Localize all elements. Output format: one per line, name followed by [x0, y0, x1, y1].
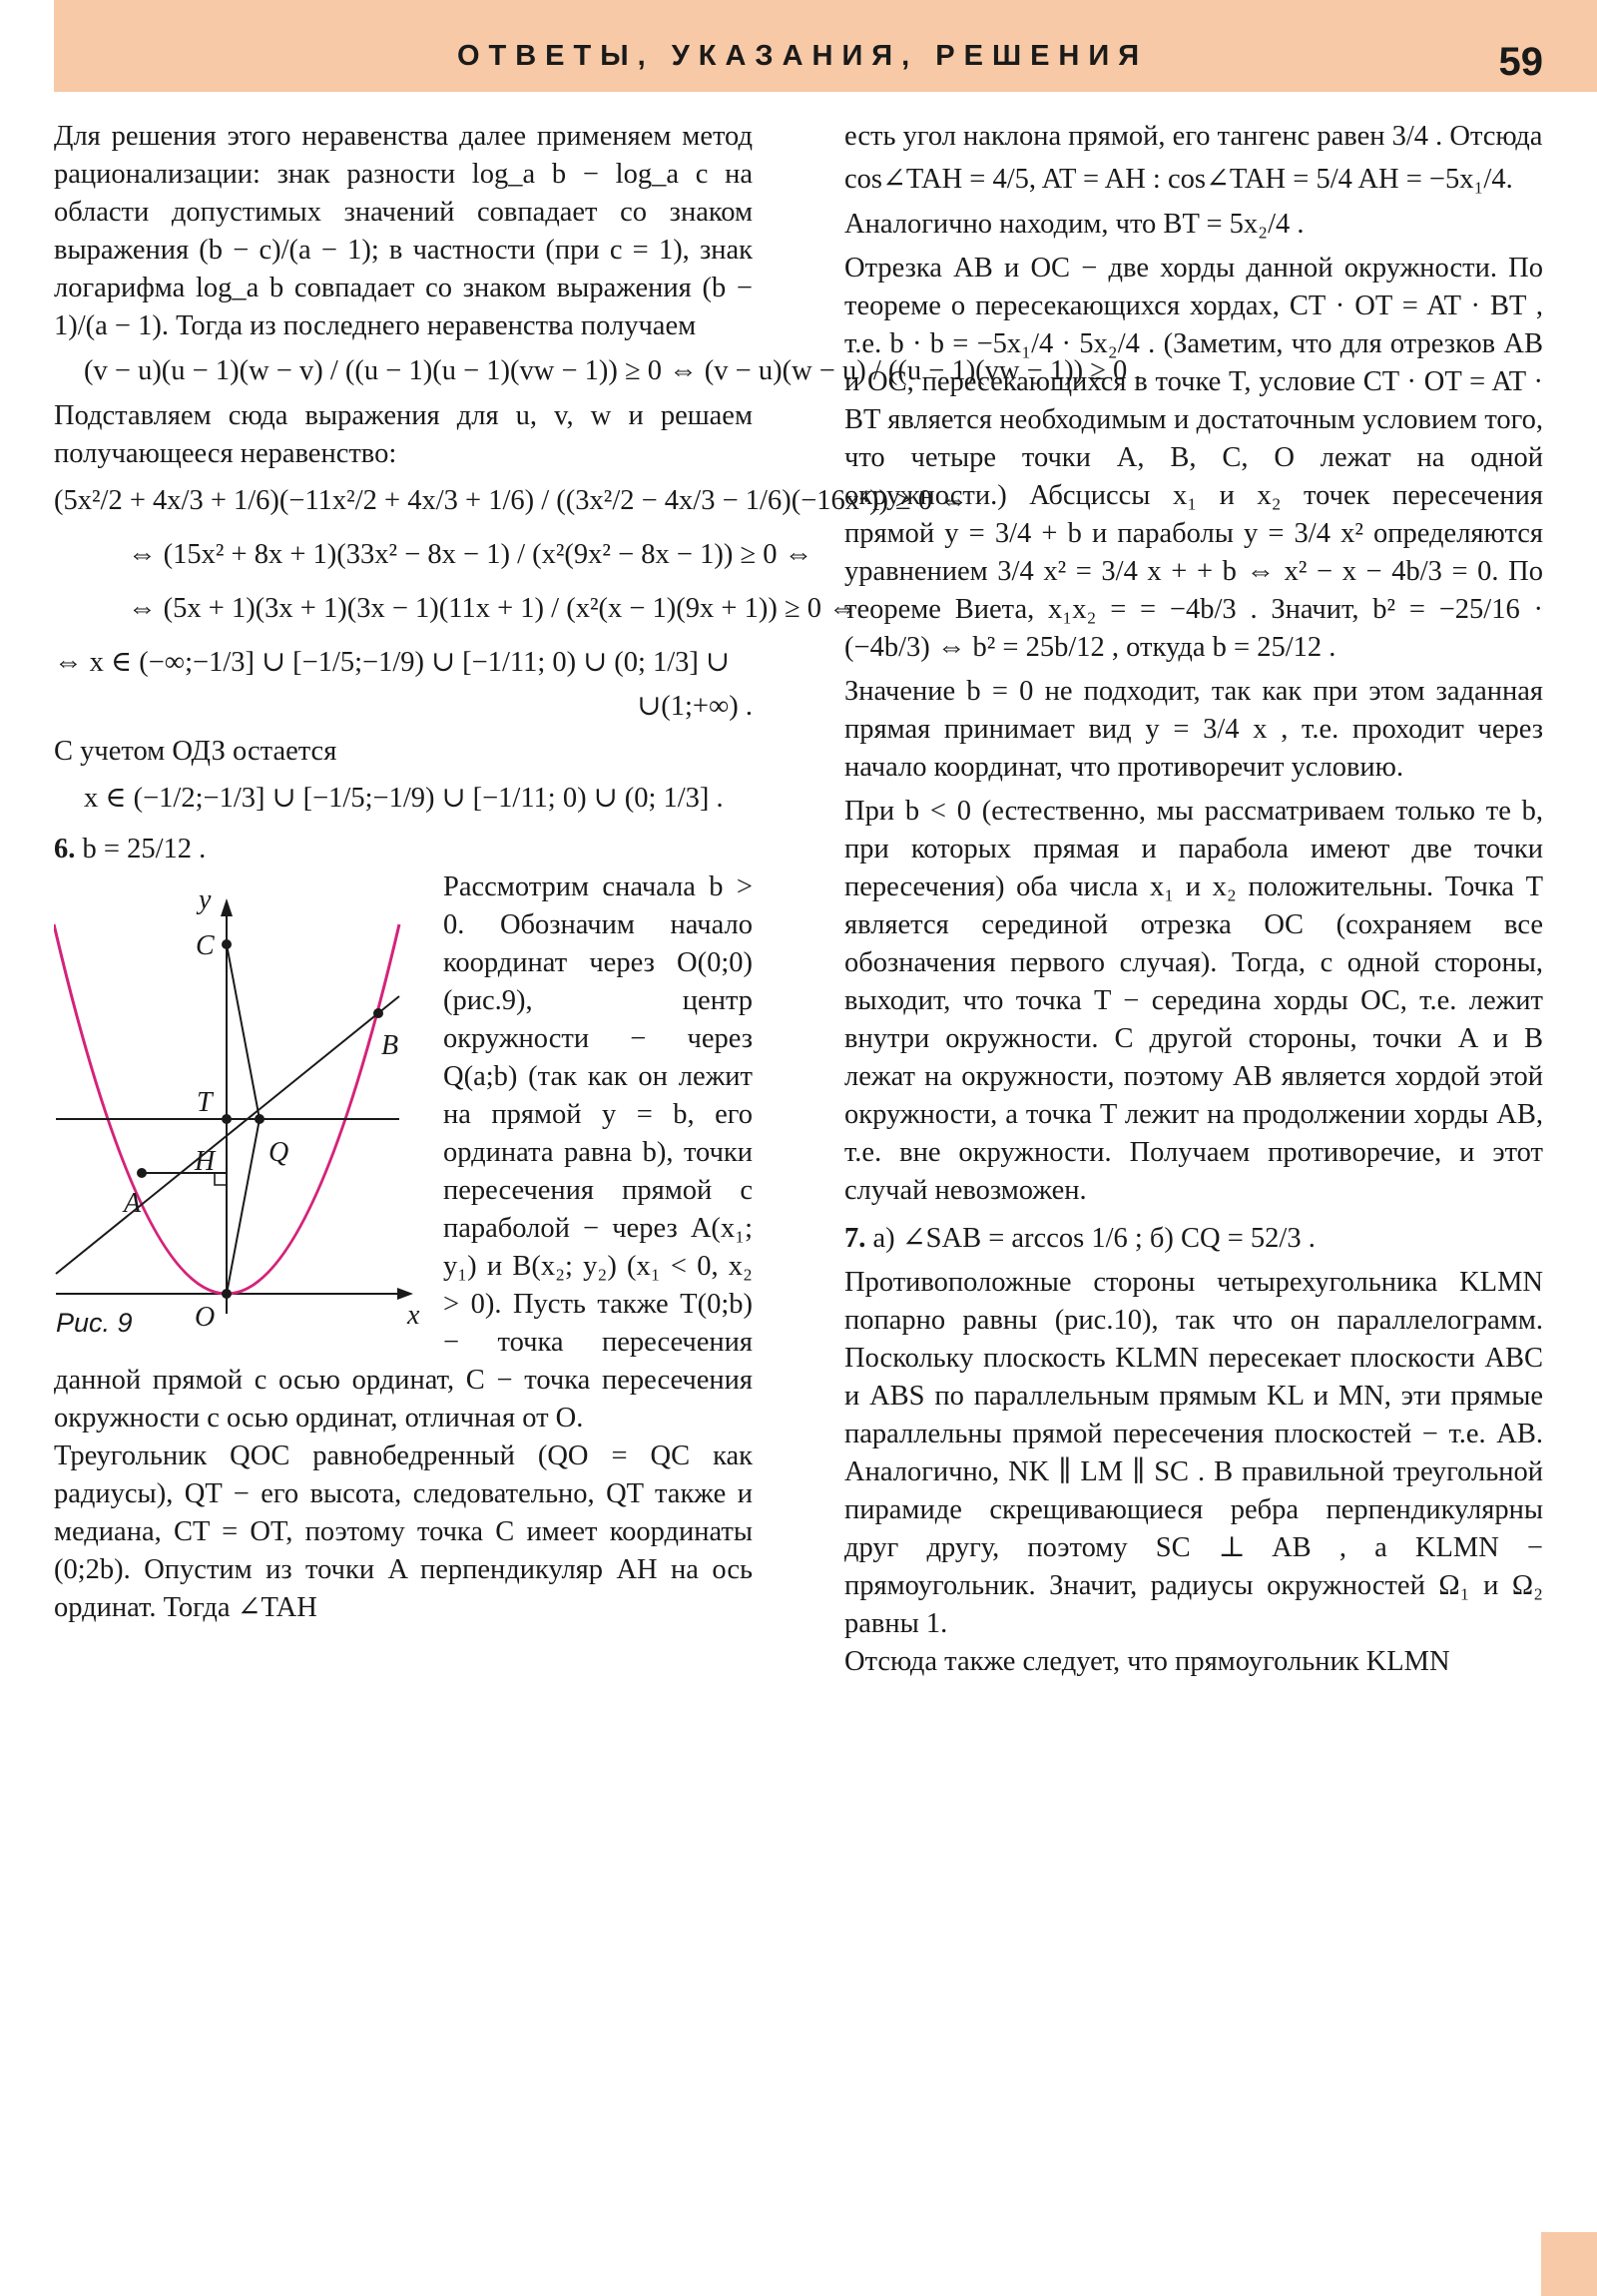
right-paragraph-7: Отсюда также следует, что прямоугольник KLMN: [844, 1646, 1450, 1677]
side-tab: [1541, 2232, 1597, 2296]
left-formula-6: x ∈ (−1/2;−1/3] ∪ [−1/5;−1/9) ∪ [−1/11; 0) ∪ (0; 1/3] .: [84, 783, 724, 814]
label-B: B: [381, 1030, 399, 1061]
answer-6-text: b = 25/12 .: [82, 834, 207, 864]
right-paragraph-2: Аналогично находим, что BT = 5x₂/4 .: [844, 209, 1305, 240]
segment-OQ: [227, 1119, 260, 1294]
left-formula-4: ⇔ (5x + 1)(3x + 1)(3x − 1)(11x + 1) / (x²(x − 1)(9x + 1)) ≥ 0 ⇔: [128, 593, 857, 624]
label-x: x: [407, 1300, 420, 1331]
point-A: [137, 1168, 147, 1178]
label-A: A: [124, 1188, 142, 1219]
right-paragraph-1: есть угол наклона прямой, его тангенс равен 3/4 . Отсюда: [844, 121, 1543, 152]
left-paragraph-2: Подставляем сюда выражения для u, v, w и решаем получающееся неравенство:: [54, 400, 753, 469]
label-T: T: [197, 1087, 213, 1118]
right-paragraph-6: Противоположные стороны четырехугольника KLMN попарно равны (рис.10), так что он параллелограмм. Поскольку плоскость KLMN пересекает плоскости ABC и ABS по параллельным прямым KL и MN, эти прямые параллельны прямой пересечения плоскостей − т.е. AB. Аналогично, NK ∥ LM ∥ SC . В правильной треугольной пирамиде скрещивающиеся ребра перпендикулярны друг другу, поэтому SC ⊥ AB , а KLMN − прямоугольник. Значит, радиусы окружностей Ω₁ и Ω₂ равны 1.: [844, 1267, 1543, 1639]
right-paragraph-3: Отрезка AB и OC − две хорды данной окружности. По теореме о пересекающихся хордах, CT · OT = AT · BT , т.е. b · b = −5x₁/4 · 5x₂/4 . (Заметим, что для отрезков AB и OC, пересекающихся в точке T, условие CT · OT = AT · BT является необходимым и достаточным условием того, что четыре точки A, B, C, O лежат на одной окружности.) Абсциссы x₁ и x₂ точек пересечения прямой y = 3/4 + b и параболы y = 3/4 x² определяются уравнением 3/4 x² = 3/4 x + + b ⇔ x² − x − 4b/3 = 0. По теореме Виета, x₁x₂ = = −4b/3 . Значит, b² = −25/16 · (−4b/3) ⇔ b² = 25b/12 , откуда b = 25/12 .: [844, 253, 1543, 663]
page-header: [54, 0, 1597, 92]
y-axis-arrow-icon: [221, 898, 233, 916]
point-B: [373, 1008, 383, 1018]
left-paragraph-3: С учетом ОДЗ остается: [54, 736, 337, 767]
point-Q: [255, 1114, 265, 1124]
left-formula-2: (5x²/2 + 4x/3 + 1/6)(−11x²/2 + 4x/3 + 1/6) / ((3x²/2 − 4x/3 − 1/6)(−16x⁴)) ≥ 0 ⇔: [54, 485, 968, 516]
label-Q: Q: [268, 1137, 289, 1168]
label-H: H: [195, 1146, 216, 1177]
right-column: [844, 118, 1543, 1681]
point-O: [222, 1289, 232, 1299]
right-paragraph-5: При b < 0 (естественно, мы рассматриваем только те b, при которых прямая и парабола имеют две точки пересечения) оба числа x₁ и x₂ положительны. Точка T является серединой отрезка OC (сохраняем все обозначения первого случая). Тогда, с одной стороны, выходит, что точка T − середина хорды OC, т.е. лежит внутри окружности. С другой стороны, точки A и B лежат на окружности, поэтому AB является хордой этой окружности, а точка T лежит на продолжении хорды AB, т.е. вне окружности. Получаем противоречие, и этот случай невозможен.: [844, 796, 1543, 1206]
left-formula-5b: ∪(1;+∞) .: [637, 691, 753, 722]
label-O: O: [195, 1302, 216, 1333]
left-paragraph-5: Треугольник QOC равнобедренный (QO = QC как радиусы), QT − его высота, следовательно, QT также и медиана, CT = OT, поэтому точка C имеет координаты (0;2b). Опустим из точки A перпендикуляр AH на ось ординат. Тогда ∠TAH: [54, 1440, 753, 1623]
running-title: ОТВЕТЫ, УКАЗАНИЯ, РЕШЕНИЯ: [456, 40, 1149, 72]
left-formula-3: ⇔ (15x² + 8x + 1)(33x² − 8x − 1) / (x²(9x² − 8x − 1)) ≥ 0 ⇔: [128, 539, 813, 570]
figure-9-caption: Рис. 9: [56, 1308, 133, 1338]
right-paragraph-4: Значение b = 0 не подходит, так как при этом заданная прямая принимает вид y = 3/4 x , т.е. проходит через начало координат, что противоречит условию.: [844, 676, 1543, 783]
answer-7-text: а) ∠SAB = arccos 1/6 ; б) CQ = 52/3 .: [872, 1223, 1316, 1254]
answer-6: [54, 831, 753, 868]
left-formula-1: (v − u)(u − 1)(w − v) / ((u − 1)(u − 1)(vw − 1)) ≥ 0 ⇔ (v − u)(w − u) / ((u − 1)(vw − 1)) ≥ 0 .: [84, 355, 1142, 386]
x-axis-arrow-icon: [397, 1288, 413, 1300]
label-y: y: [199, 884, 212, 915]
segment-CQ: [227, 944, 260, 1119]
point-T: [222, 1114, 232, 1124]
answer-7: [844, 1220, 1543, 1258]
figure-9: [54, 874, 431, 1348]
left-formula-5: ⇔ x ∈ (−∞;−1/3] ∪ [−1/5;−1/9) ∪ [−1/11; 0) ∪ (0; 1/3] ∪: [54, 647, 730, 678]
answer-7-number: 7.: [844, 1223, 866, 1254]
right-angle-mark-icon: [215, 1173, 227, 1185]
left-paragraph-1: Для решения этого неравенства далее применяем метод рационализации: знак разности log_a b − log_a c на области допустимых значений совпадает со знаком выражения (b − c)/(a − 1); в частности (при c = 1), знак логарифма log_a b совпадает со знаком выражения (b − 1)/(a − 1). Тогда из последнего неравенства получаем: [54, 121, 753, 341]
figure-9-drawing: [54, 874, 431, 1348]
page-number: 59: [1498, 40, 1543, 84]
answer-6-number: 6.: [54, 834, 76, 864]
label-C: C: [196, 930, 215, 961]
point-C: [222, 939, 232, 949]
left-paragraph-4: Рассмотрим сначала b > 0. Обозначим начало координат через O(0;0) (рис.9), центр окружности − через Q(a;b) (так как он лежит на прямой y = b, его ордината равна b), точки пересечения прямой с параболой − через A(x₁; y₁) и B(x₂; y₂) (x₁ < 0, x₂ > 0). Пусть также T(0;b) − точка пересечения данной прямой с осью ординат, C − точка пересечения окружности с осью ординат, отличная от O.: [54, 871, 753, 1434]
right-formula-1: cos∠TAH = 4/5, AT = AH : cos∠TAH = 5/4 AH = −5x₁/4.: [844, 164, 1513, 195]
